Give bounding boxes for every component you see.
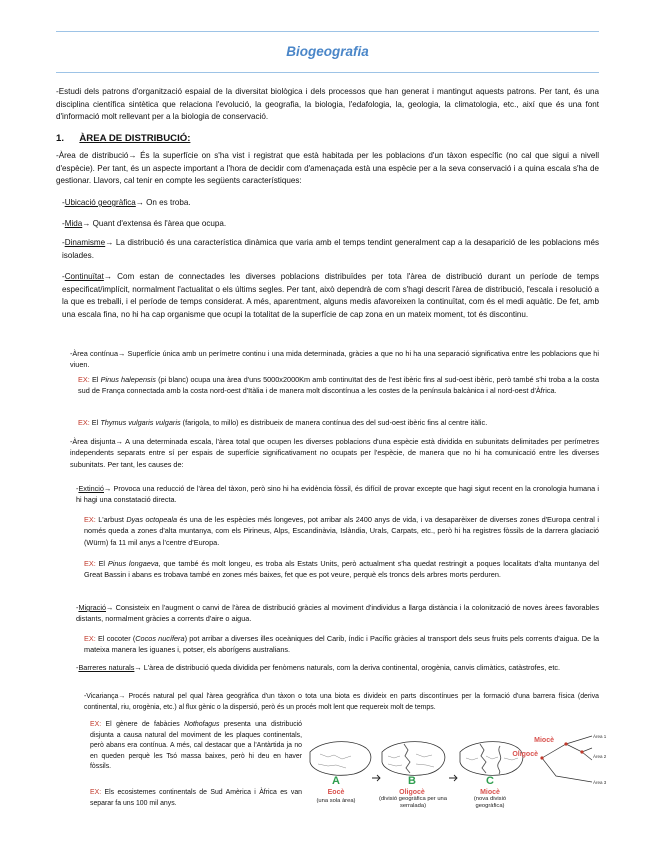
example-text: (pi blanc) ocupa una àrea d'uns 5000x2000Km amb continuïtat des de l'est ibèric fins al sud-oest ibèric, però també s'hi troba a la costa sud de França connectada amb la costa nord-oest d'Itàlia i de manera molt discontínua a les costes de la península balcànica i al nord-oest d'Àfrica.: [78, 375, 600, 396]
item-continuitat: -Continuïtat→ Com estan de connectades les diverses poblacions distribuïdes per tota l'àrea de distribució durant un període de temps especificat/implícit, normalment l'actualitat o els últims segles. Per tant, això dependrà de com s'hagi descrit l'àrea de distribució, l'escala i resolució a la que es treballi, i el període de temps considerat. A més, aparentment, alguns medis afavoreixen la continuïtat, com és el medi aquàtic. De fet, amb una escala fina, no hi ha cap organisme que ocupi la totalitat de la superfície de cap zona en un mateix moment, tot és discontinu.: [62, 272, 599, 319]
leaf-label: Área 3: [593, 780, 607, 785]
title-rule: [56, 72, 599, 73]
leaf-label: Área 1: [593, 734, 607, 739]
item-dinamisme: -Dinamisme→ La distribució és una característica dinàmica que varia amb el temps tendint generalment cap a la desaparició de les poblacions més isolades.: [62, 238, 599, 260]
example-text: (farigola, to millo) es distribueix de manera contínua des del sud-oest ibèric fins al centre itàlic.: [180, 418, 488, 427]
area-continua: [70, 348, 599, 371]
example-cocoter: [84, 633, 599, 656]
continuitat-label: Continuïtat: [64, 272, 104, 281]
species-name: Thymus vulgaris vulgaris: [100, 418, 181, 427]
example-pre: El: [89, 375, 101, 384]
example-text: ) pot arribar a diverses illes oceàniques del Carib, índic i Pacífic gràcies al transport dels seus fruits pels corrents d'aigua. De la mateixa manera les iguanes i, potser, els aborígens australians.: [84, 634, 600, 655]
example-pinus-longaeva: [84, 558, 599, 581]
item-migracio: -Migració→ Consisteix en l'augment o canvi de l'àrea de distribució gràcies al moviment d'individus a llarga distància i la colonització de noves àrees favorables distants, normalment gràcies a corrents d'aire o aigua.: [76, 603, 599, 624]
example-tag: EX:: [78, 418, 90, 427]
migracio-text: → Consisteix en l'augment o canvi de l'àrea de distribució gràcies al moviment d'individus a llarga distància i la colonització de noves àrees favorables distants, normalment gràcies a corrents d'aire o aigua.: [76, 603, 599, 624]
section-title: ÀREA DE DISTRIBUCIÓ:: [79, 133, 191, 144]
example-pinus-halepensis: [78, 374, 599, 397]
panel-era: Eocè: [327, 789, 345, 796]
clade-miocene: Miocè: [534, 737, 554, 744]
area-definition: -Àrea de distribució→ És la superfície on s'ha vist i registrat que està habitada per les poblacions d'un tàxon específic (no cal que sigui a nivell d'espècie). Per tant, és un aspecte important a l'hora de decidir com d'amenaçada està una espècie per a la seva conservació i a quina escala s'ha de gestionar. Llavors, cal tenir en compte les següents característiques:: [56, 151, 599, 186]
continua-label: -Àrea contínua: [70, 349, 119, 358]
example-continents: [90, 788, 302, 809]
migracio-label: Migració: [78, 603, 107, 612]
node-icon: [564, 742, 567, 745]
vicarianca-label: -Vicariança: [84, 693, 119, 700]
example-pre: L'arbust: [95, 515, 127, 524]
panel-caption: (divisió geogràfica per una serralada): [379, 796, 447, 809]
ubicacio-text: → On es troba.: [135, 198, 191, 207]
item-ubicacio: -Ubicació geogràfica→ On es troba.: [62, 198, 191, 207]
continuitat-text: → Com estan de connectades les diverses poblacions distribuïdes per tota l'àrea de distribució durant un període de temps especificat/implícit, normalment l'actualitat o els últims segles. Per tant, això dependrà de com s'hagi descrit l'àrea de distribució, l'escala i resolució a la que es treballi, i el període de temps considerat. A més, aparentment, alguns medis afavoreixen la continuïtat, com és el medi aquàtic. De fet, amb una escala fina, no hi ha cap organisme que ocupi la totalitat de la superfície de cap zona en un mateix moment, tot és discontinu.: [62, 272, 599, 319]
section-number: 1.: [56, 133, 65, 144]
example-tag: EX:: [78, 375, 90, 384]
arrow-icon: [372, 775, 380, 781]
section-heading: [56, 133, 190, 144]
mida-label: Mida: [64, 219, 83, 228]
node-icon: [540, 756, 543, 759]
panel-letter: B: [408, 775, 416, 787]
example-tag: EX:: [84, 515, 96, 524]
example-tag: EX:: [90, 789, 102, 796]
area-shape-b: [382, 742, 445, 776]
panel-caption: (una sola àrea): [316, 798, 356, 804]
example-pre: El: [89, 418, 101, 427]
panel-caption-c: [466, 796, 514, 818]
top-rule: [56, 31, 599, 32]
dinamisme-text: → La distribució és una característica dinàmica que varia amb el temps tendint generalment cap a la desaparició de les poblacions més isolades.: [62, 238, 599, 260]
area-shape-c: [460, 742, 523, 776]
species-name: Dyas octopeala: [126, 515, 178, 524]
panel-caption-b: [376, 796, 450, 818]
example-text: , que també és molt longeu, es troba als Estats Units, però actualment s'ha quedat restringit a poques localitats d'alta muntanya del Great Bassin i abans es trobava també en zones més baixes, fet que es pot veure, perquè els troncs dels arbres morts perduren.: [84, 559, 599, 580]
example-nothofagus: [90, 720, 302, 773]
vicariance-diagram: [304, 718, 607, 822]
barreres-label: Barreres naturals: [78, 663, 135, 672]
example-pre: El cocoter (: [95, 634, 136, 643]
ubicacio-label: Ubicació geogràfica: [64, 198, 136, 207]
example-pre: El gènere de fabàcies: [101, 721, 185, 728]
intro-paragraph: -Estudi dels patrons d'organització espaial de la diversitat biològica i dels processos que han generat i mantingut aquests patrons. Per tant, és una disciplina científica sintètica que relaciona l'evolució, la geografia, la biologia, l'edafologia, la, geologia, la climatologia, etc., així que és una font d'informació molt rellevant per a la biologia de conservació.: [56, 87, 599, 122]
item-extincio: -Extinció→ Provoca una reducció de l'àrea del tàxon, però sino hi ha evidència fòssil, és difícil de provar excepte que hagi sigut recent en la cronologia humana i hi hagi una constatació directa.: [76, 484, 599, 505]
species-name: Nothofagus: [184, 721, 220, 728]
example-text: Els ecosistemes continentals de Sud Amèrica i Àfrica es van separar fa uns 100 mil anys.: [90, 789, 302, 807]
example-thymus: [78, 417, 599, 428]
item-vicarianca: [84, 692, 599, 713]
area-disjunta: [70, 436, 599, 470]
panel-letter: C: [486, 775, 494, 787]
continua-text: → Superfície única amb un perímetre continu i una mida determinada, gràcies a que no hi ha una separació significativa entre les poblacions que hi viuen.: [70, 349, 599, 370]
panel-letter: A: [332, 775, 340, 787]
example-pre: El: [95, 559, 108, 568]
example-tag: EX:: [90, 721, 102, 728]
panel-caption: (nova divisió geogràfica): [473, 796, 507, 809]
extincio-label: Extinció: [78, 484, 104, 493]
dinamisme-label: Dinamisme: [64, 238, 106, 247]
species-name: Pinus longaeva: [107, 559, 159, 568]
arrow-icon: [449, 775, 457, 781]
mida-text: → Quant d'extensa és l'àrea que ocupa.: [82, 219, 227, 228]
species-name: Pinus halepensis: [100, 375, 156, 384]
panel-era: Miocè: [480, 789, 500, 796]
leaf-label: Área 2: [593, 754, 607, 759]
barreres-text: → L'àrea de distribució queda dividida per fenòmens naturals, com la deriva continental, orogènia, canvis climàtics, catàstrofes, etc.: [134, 663, 561, 672]
cladogram: [512, 733, 606, 785]
item-barreres: -Barreres naturals→ L'àrea de distribució queda dividida per fenòmens naturals, com la deriva continental, orogènia, canvis climàtics, catàstrofes, etc.: [76, 663, 561, 672]
clade-oligocene: Oligocè: [512, 751, 538, 758]
example-dyas: [84, 514, 599, 548]
example-tag: EX:: [84, 559, 96, 568]
extincio-text: → Provoca una reducció de l'àrea del tàxon, però sino hi ha evidència fòssil, és difícil de provar excepte que hagi sigut recent en la cronologia humana i hi hagi una constatació directa.: [76, 484, 599, 505]
vicarianca-text: → Procés natural pel qual l'àrea geogràfica d'un tàxon o tota una biota es divideix en parts discontínues per la formació d'una barrera física (deriva continental, riu, orogènia, etc.) al flux gènic o la dispersió, però és un procés molt lent que requereix molt de temps.: [84, 693, 599, 711]
example-tag: EX:: [84, 634, 96, 643]
node-icon: [580, 750, 583, 753]
species-name: Cocos nucífera: [135, 634, 185, 643]
disjunta-label: -Àrea disjunta: [70, 437, 116, 446]
page-title: Biogeografia: [286, 44, 369, 59]
disjunta-text: → A una determinada escala, l'àrea total que ocupen les diverses poblacions d'una espècie està dividida en subunitats delimitades per perímetres independents separats entre sí per espais de superfície significativament no ocupats per l'espècie, de manera que no hi ha comunicació entre les diverses subunitats. Per tant, les causes de:: [70, 437, 599, 469]
example-text: és una de les espècies més longeves, pot arribar als 2400 anys de vida, i va desaparèixer de diverses zones d'Europa central i només queda a zones d'alta muntanya, com els Pirineus, Alps, Escandinàvia, Islàndia, Urals, Carpats, etc., però hi ha registres fòssils de la darrera glaciació (Würm) fa 11 mil anys a l'centre d'Europa.: [84, 515, 599, 547]
example-text: presenta una distribució disjunta a causa natural del moviment de les plaques continentals, però abans era contínua. A més, cal destacar que a l'Antàrtida ja no en queden perquè les Tsó massa baixes, però hi deu en haver fòssils.: [90, 721, 303, 771]
panel-era: Oligocè: [399, 789, 425, 796]
item-mida: -Mida→ Quant d'extensa és l'àrea que ocupa.: [62, 219, 227, 228]
